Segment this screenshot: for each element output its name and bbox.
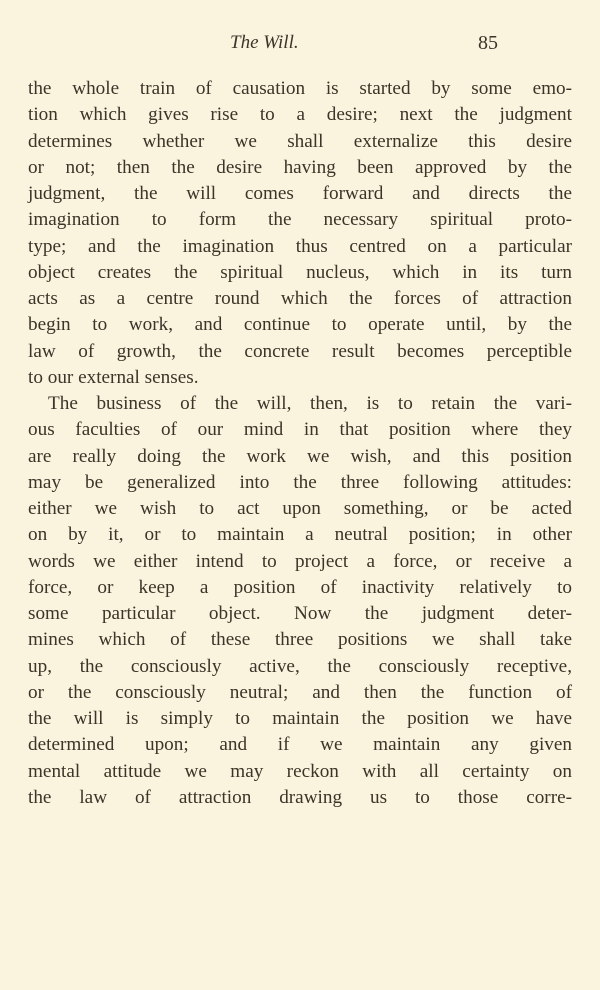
text-line: are really doing the work we wish, and this position (28, 445, 572, 467)
text-line: tion which gives rise to a desire; next the judgment (28, 104, 572, 126)
text-line: either we wish to act upon something, or be acted (28, 498, 572, 519)
text-line: law of growth, the concrete result becomes perceptible (28, 340, 572, 362)
page-number: 85 (478, 32, 498, 54)
text-line: the whole train of causation is started by some emo- (28, 78, 572, 99)
text-line: may be generalized into the three following attitudes: (28, 471, 572, 493)
text-line: judgment, the will comes forward and directs the (28, 183, 572, 204)
text-line: on by it, or to maintain a neutral position; in other (28, 524, 572, 546)
text-line: object creates the spiritual nucleus, which in its turn (28, 261, 572, 283)
text-line: to our external senses. (28, 366, 199, 388)
paragraph (28, 76, 572, 391)
text-line: the law of attraction drawing us to those corre- (28, 786, 572, 808)
text-line: mines which of these three positions we shall take (28, 629, 572, 651)
text-line: or the consciously neutral; and then the function of (28, 681, 572, 703)
page-header (0, 32, 600, 58)
body-text (28, 76, 572, 811)
text-line: force, or keep a position of inactivity relatively to (28, 576, 572, 598)
text-line: words we either intend to project a force, or receive a (28, 550, 572, 572)
running-title: The Will. (230, 32, 299, 53)
text-line: acts as a centre round which the forces of attraction (28, 288, 572, 309)
text-line: determined upon; and if we maintain any given (28, 734, 572, 756)
text-line: some particular object. Now the judgment deter- (28, 603, 572, 624)
text-line: or not; then the desire having been approved by the (28, 156, 572, 178)
text-line: determines whether we shall externalize this desire (28, 130, 572, 152)
text-line: type; and the imagination thus centred on a particular (28, 235, 572, 257)
text-line: mental attitude we may reckon with all certainty on (28, 760, 572, 782)
text-line: begin to work, and continue to operate until, by the (28, 314, 572, 336)
text-line: imagination to form the necessary spiritual proto- (28, 209, 572, 231)
text-line: up, the consciously active, the consciously receptive, (28, 655, 572, 677)
text-line: the will is simply to maintain the position we have (28, 708, 572, 729)
text-line: The business of the will, then, is to retain the vari- (48, 393, 572, 414)
text-line: ous faculties of our mind in that position where they (28, 419, 572, 441)
paragraph (28, 391, 572, 811)
